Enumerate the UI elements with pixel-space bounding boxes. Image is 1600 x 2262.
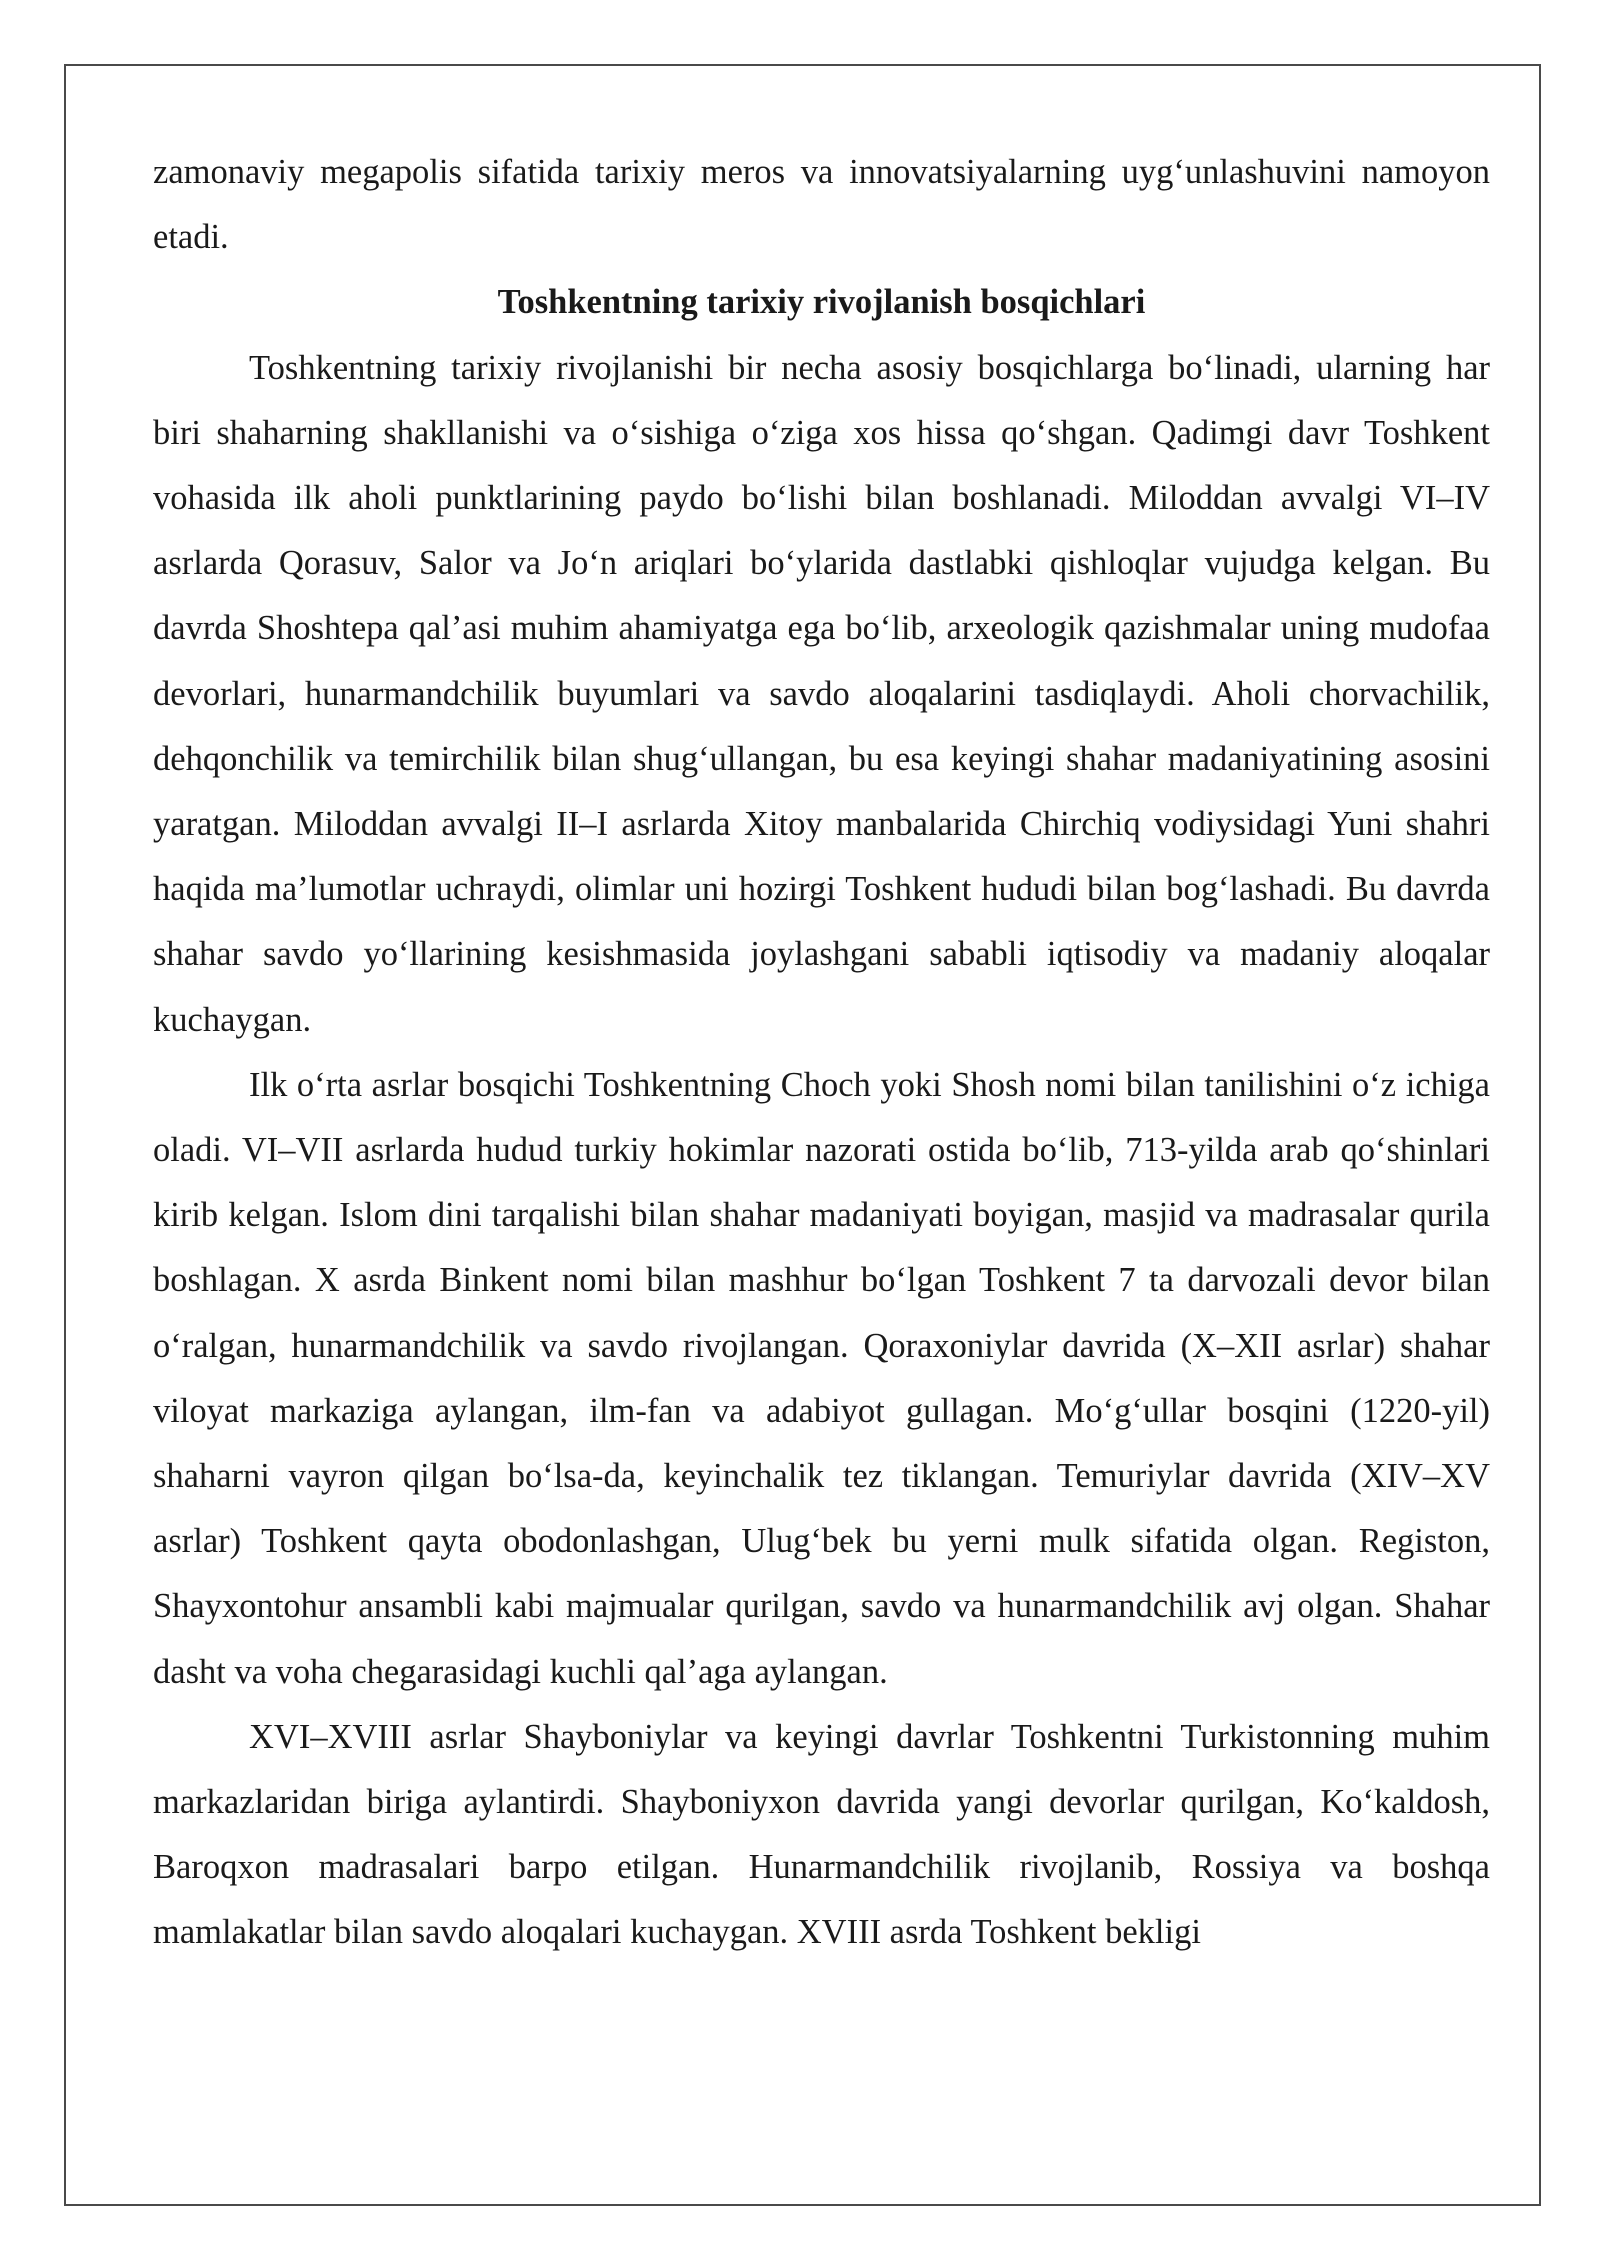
intro-continuation-paragraph: zamonaviy megapolis sifatida tarixiy meros va innovatsiyalarning uyg‘unlashuvini namoyon etadi. (153, 153, 1490, 257)
paragraph-shaybanid-period: XVI–XVIII asrlar Shayboniylar va keyingi davrlar Toshkentni Turkistonning muhim markazlaridan biriga aylantirdi. Shayboniyxon davrida yangi devorlar qurilgan, Ko‘kaldosh, Baroqxon madrasalari barpo etilgan. Hunarmandchilik rivojlanib, Rossiya va boshqa mamlakatlar bilan savdo aloqalari kuchaygan. XVIII asrda Toshkent bekligi (153, 1717, 1490, 1952)
section-heading: Toshkentning tarixiy rivojlanish bosqichlari (497, 283, 1146, 322)
paragraph-ancient-period: Toshkentning tarixiy rivojlanishi bir necha asosiy bosqichlarga bo‘linadi, ularning har biri shaharning shakllanishi va o‘sishiga o‘ziga xos hissa qo‘shgan. Qadimgi davr Toshkent vohasida ilk aholi punktlarining paydo bo‘lishi bilan boshlanadi. Miloddan avvalgi VI–IV asrlarda Qorasuv, Salor va Jo‘n ariqlari bo‘ylarida dastlabki qishloqlar vujudga kelgan. Bu davrda Shoshtepa qal’asi muhim ahamiyatga ega bo‘lib, arxeologik qazishmalar uning mudofaa devorlari, hunarmandchilik buyumlari va savdo aloqalarini tasdiqlaydi. Aholi chorvachilik, dehqonchilik va temirchilik bilan shug‘ullangan, bu esa keyingi shahar madaniyatining asosini yaratgan. Miloddan avvalgi II–I asrlarda Xitoy manbalarida Chirchiq vodiysidagi Yuni shahri haqida ma’lumotlar uchraydi, olimlar uni hozirgi Toshkent hududi bilan bog‘lashadi. Bu davrda shahar savdo yo‘llarining kesishmasida joylashgani sababli iqtisodiy va madaniy aloqalar kuchaygan. (153, 348, 1490, 1039)
document-body (153, 140, 1490, 1966)
paragraph-early-middle-ages: Ilk o‘rta asrlar bosqichi Toshkentning Choch yoki Shosh nomi bilan tanilishini o‘z ichiga oladi. VI–VII asrlarda hudud turkiy hokimlar nazorati ostida bo‘lib, 713-yilda arab qo‘shinlari kirib kelgan. Islom dini tarqalishi bilan shahar madaniyati boyigan, masjid va madrasalar qurila boshlagan. X asrda Binkent nomi bilan mashhur bo‘lgan Toshkent 7 ta darvozali devor bilan o‘ralgan, hunarmandchilik va savdo rivojlangan. Qoraxoniylar davrida (X–XII asrlar) shahar viloyat markaziga aylangan, ilm-fan va adabiyot gullagan. Mo‘g‘ullar bosqini (1220-yil) shaharni vayron qilgan bo‘lsa-da, keyinchalik tez tiklangan. Temuriylar davrida (XIV–XV asrlar) Toshkent qayta obodonlashgan, Ulug‘bek bu yerni mulk sifatida olgan. Registon, Shayxontohur ansambli kabi majmualar qurilgan, savdo va hunarmandchilik avj olgan. Shahar dasht va voha chegarasidagi kuchli qal’aga aylangan. (153, 1065, 1490, 1691)
